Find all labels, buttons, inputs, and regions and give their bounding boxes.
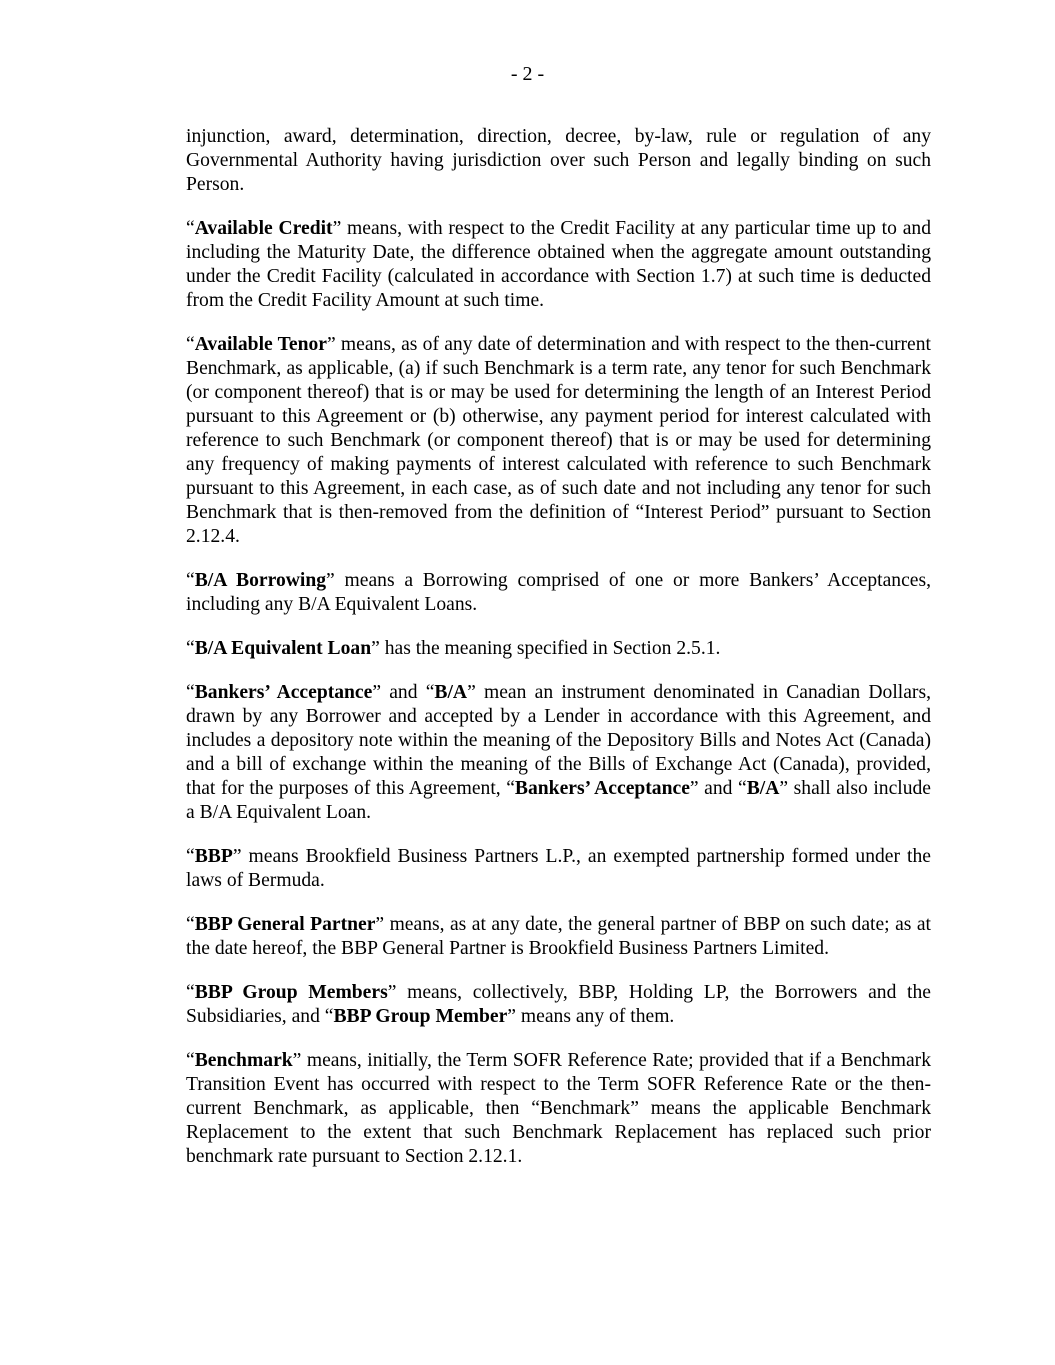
definition-text: ” and “ (372, 682, 435, 703)
open-quote: “ (186, 982, 195, 1003)
definition-available-tenor (186, 333, 931, 549)
open-quote: “ (186, 570, 195, 591)
definition-text: ” and “ (689, 778, 747, 799)
defined-term: BBP Group Member (333, 1006, 508, 1027)
open-quote: “ (186, 914, 195, 935)
paragraph-text: injunction, award, determination, direction, decree, by-law, rule or regulation of any Governmental Authority having jurisdiction over such Person and legally binding on such Person. (186, 126, 931, 195)
defined-term: BBP General Partner (194, 914, 376, 935)
defined-term: B/A Equivalent Loan (194, 638, 372, 659)
definition-text: ” means any of them. (507, 1006, 675, 1027)
open-quote: “ (186, 682, 195, 703)
definition-text: ” means Brookfield Business Partners L.P., an exempted partnership formed under the laws of Bermuda. (186, 846, 931, 891)
definition-text: ” means, as at any date, the general partner of BBP on such date; as at the date hereof, the BBP General Partner is Brookfield Business Partners Limited. (186, 914, 931, 959)
open-quote: “ (186, 218, 195, 239)
definition-bankers-acceptance (186, 681, 931, 825)
document-body (186, 125, 931, 1189)
defined-term: Available Credit (194, 218, 333, 239)
definition-text: ” shall also include a B/A Equivalent Loan. (186, 778, 931, 823)
definition-text: ” means, initially, the Term SOFR Reference Rate; provided that if a Benchmark Transition Event has occurred with respect to the Term SOFR Reference Rate or the then-current Benchmark, as applicable, then “Benchmark” means the applicable Benchmark Replacement to the extent that such Benchmark Replacement has replaced such prior benchmark rate pursuant to Section 2.12.1. (186, 1050, 931, 1167)
definition-text: ” means, as of any date of determination and with respect to the then-current Benchmark, as applicable, (a) if such Benchmark is a term rate, any tenor for such Benchmark (or component thereof) that is or may be used for determining the length of an Interest Period pursuant to this Agreement or (b) otherwise, any payment period for interest calculated with reference to such Benchmark (or component thereof) that is or may be used for determining any frequency of making payments of interest calculated with reference to such Benchmark pursuant to this Agreement, in each case, as of such date and not including any tenor for such Benchmark that is then-removed from the definition of “Interest Period” pursuant to Section 2.12.4. (186, 334, 931, 547)
definition-text: ” means a Borrowing comprised of one or more Bankers’ Acceptances, including any B/A Equivalent Loans. (186, 570, 931, 615)
open-quote: “ (186, 846, 195, 867)
definition-available-credit (186, 217, 931, 313)
definition-bbp-general-partner (186, 913, 931, 961)
definition-paragraph (186, 125, 931, 197)
definition-ba-borrowing (186, 569, 931, 617)
definition-bbp (186, 845, 931, 893)
page-number: - 2 - (510, 63, 545, 85)
defined-term: Bankers’ Acceptance (514, 778, 690, 799)
definition-text: ” means, with respect to the Credit Facility at any particular time up to and including the Maturity Date, the difference obtained when the aggregate amount outstanding under the Credit Facility (calculated in accordance with Section 1.7) at such time is deducted from the Credit Facility Amount at such time. (186, 218, 931, 311)
definition-ba-equivalent-loan (186, 637, 931, 661)
defined-term: Benchmark (194, 1050, 293, 1071)
definition-bbp-group-members (186, 981, 931, 1029)
open-quote: “ (186, 638, 195, 659)
definition-text: ” means, collectively, BBP, Holding LP, the Borrowers and the Subsidiaries, and “ (186, 982, 931, 1027)
definition-text: ” mean an instrument denominated in Canadian Dollars, drawn by any Borrower and accepted by a Lender in accordance with this Agreement, and includes a depository note within the meaning of the Depository Bills and Notes Act (Canada) and a bill of exchange within the meaning of the Bills of Exchange Act (Canada), provided, that for the purposes of this Agreement, “ (186, 682, 931, 799)
defined-term: Available Tenor (194, 334, 327, 355)
defined-term: BBP (194, 846, 233, 867)
open-quote: “ (186, 1050, 195, 1071)
definition-text: ” has the meaning specified in Section 2.5.1. (371, 638, 721, 659)
defined-term: B/A Borrowing (194, 570, 327, 591)
defined-term: B/A (746, 778, 780, 799)
definition-benchmark (186, 1049, 931, 1169)
defined-term: Bankers’ Acceptance (194, 682, 373, 703)
defined-term: B/A (434, 682, 468, 703)
open-quote: “ (186, 334, 195, 355)
defined-term: BBP Group Members (194, 982, 388, 1003)
